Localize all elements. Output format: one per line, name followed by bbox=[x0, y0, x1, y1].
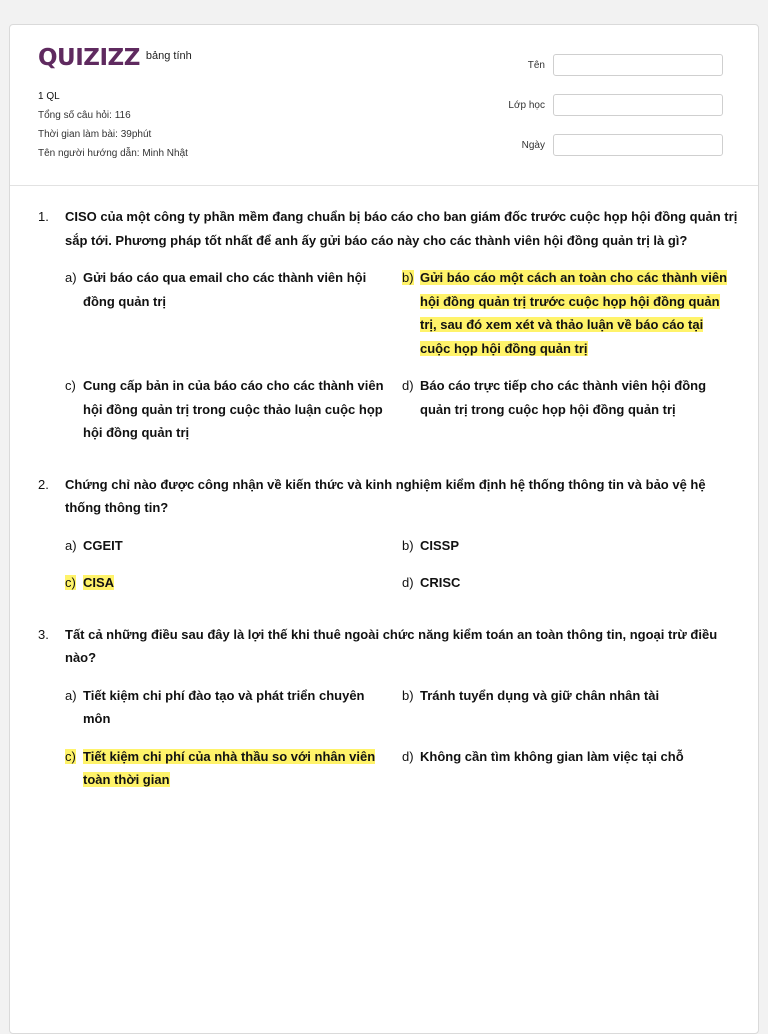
option-text: Gửi báo cáo qua email cho các thành viên hội đồng quản trị bbox=[83, 270, 367, 309]
option-text: Tiết kiệm chi phí của nhà thầu so với nhân viên toàn thời gian bbox=[83, 748, 376, 787]
name-field[interactable] bbox=[553, 54, 723, 76]
worksheet-header bbox=[10, 25, 758, 186]
total-questions: Tổng số câu hỏi: 116 bbox=[38, 110, 131, 121]
question-number: 2. bbox=[38, 476, 49, 492]
option-text: CISSP bbox=[420, 537, 460, 553]
class-field[interactable] bbox=[553, 94, 723, 116]
option-letter: b) bbox=[402, 687, 414, 703]
option-c-correct bbox=[65, 571, 402, 595]
class-name: 1 QL bbox=[38, 91, 60, 102]
instructor-name: Tên người hướng dẫn: Minh Nhật bbox=[38, 148, 188, 159]
date-field-row bbox=[490, 133, 734, 157]
question-text: Chứng chỉ nào được công nhận về kiến thức và kinh nghiệm kiểm định hệ thống thông tin và bảo vệ hệ thống thông tin? bbox=[65, 476, 706, 515]
sheet-type-label: bảng tính bbox=[145, 50, 192, 62]
date-label: Ngày bbox=[521, 139, 545, 151]
option-d bbox=[402, 374, 739, 445]
option-text: CISA bbox=[83, 575, 115, 590]
name-label: Tên bbox=[527, 59, 545, 71]
option-c-correct bbox=[65, 745, 402, 792]
option-b bbox=[402, 684, 739, 731]
question-text: Tất cả những điều sau đây là lợi thế khi thuê ngoài chức năng kiểm toán an toàn thông tin, ngoại trừ điều nào? bbox=[65, 626, 718, 665]
answer-options bbox=[65, 684, 738, 792]
option-text: Gửi báo cáo một cách an toàn cho các thành viên hội đồng quản trị trước cuộc họp hội đồng quản trị, sau đó xem xét và thảo luận về báo cáo tại cuộc họp hội đồng quản trị bbox=[420, 270, 728, 356]
option-letter: c) bbox=[65, 748, 76, 764]
option-letter: a) bbox=[65, 270, 77, 285]
question-item bbox=[38, 473, 738, 595]
question-list bbox=[38, 205, 738, 820]
option-letter: d) bbox=[402, 378, 414, 393]
option-a bbox=[65, 684, 402, 731]
option-letter: c) bbox=[65, 575, 76, 590]
question-text: CISO của một công ty phần mềm đang chuẩn bị báo cáo cho ban giám đốc trước cuộc họp hội đồng quản trị sắp tới. Phương pháp tốt nhất để anh ấy gửi báo cáo này cho các thành viên hội đồng quản trị là gì? bbox=[65, 209, 738, 248]
option-letter: b) bbox=[402, 270, 414, 285]
option-d bbox=[402, 745, 739, 792]
option-text: Cung cấp bản in của báo cáo cho các thành viên hội đồng quản trị trong cuộc thảo luận cuộc họp hội đồng quản trị bbox=[83, 378, 384, 440]
option-letter: a) bbox=[65, 687, 77, 703]
question-stem bbox=[38, 623, 738, 670]
question-number: 1. bbox=[38, 209, 49, 224]
worksheet-meta bbox=[38, 87, 188, 163]
option-text: Không cần tìm không gian làm việc tại chỗ bbox=[420, 748, 684, 764]
class-label: Lớp học bbox=[508, 99, 545, 111]
student-fields bbox=[490, 53, 734, 173]
class-field-row bbox=[490, 93, 734, 117]
option-letter: d) bbox=[402, 575, 414, 590]
question-stem bbox=[38, 473, 738, 520]
option-text: Tiết kiệm chi phí đào tạo và phát triển chuyên môn bbox=[83, 687, 365, 726]
option-text: Tránh tuyển dụng và giữ chân nhân tài bbox=[420, 687, 660, 703]
question-number: 3. bbox=[38, 626, 49, 642]
option-text: CRISC bbox=[420, 575, 461, 590]
option-a bbox=[65, 266, 402, 360]
question-item bbox=[38, 205, 738, 445]
time-limit: Thời gian làm bài: 39phút bbox=[38, 129, 152, 140]
question-stem bbox=[38, 205, 738, 252]
option-a bbox=[65, 534, 402, 558]
option-text: Báo cáo trực tiếp cho các thành viên hội đồng quản trị trong cuộc họp hội đồng quản trị bbox=[420, 378, 707, 417]
answer-options bbox=[65, 534, 738, 595]
option-text: CGEIT bbox=[83, 537, 123, 553]
date-field[interactable] bbox=[553, 134, 723, 156]
name-field-row bbox=[490, 53, 734, 77]
answer-options bbox=[65, 266, 738, 445]
option-d bbox=[402, 571, 739, 595]
option-b-correct bbox=[402, 266, 739, 360]
brand-row bbox=[38, 45, 192, 71]
option-b bbox=[402, 534, 739, 558]
option-c bbox=[65, 374, 402, 445]
option-letter: d) bbox=[402, 748, 414, 764]
option-letter: b) bbox=[402, 537, 414, 553]
quizizz-logo: QUIZIZZ bbox=[38, 45, 140, 71]
option-letter: a) bbox=[65, 537, 77, 553]
option-letter: c) bbox=[65, 378, 76, 393]
question-item bbox=[38, 623, 738, 792]
worksheet-page bbox=[9, 24, 759, 1034]
